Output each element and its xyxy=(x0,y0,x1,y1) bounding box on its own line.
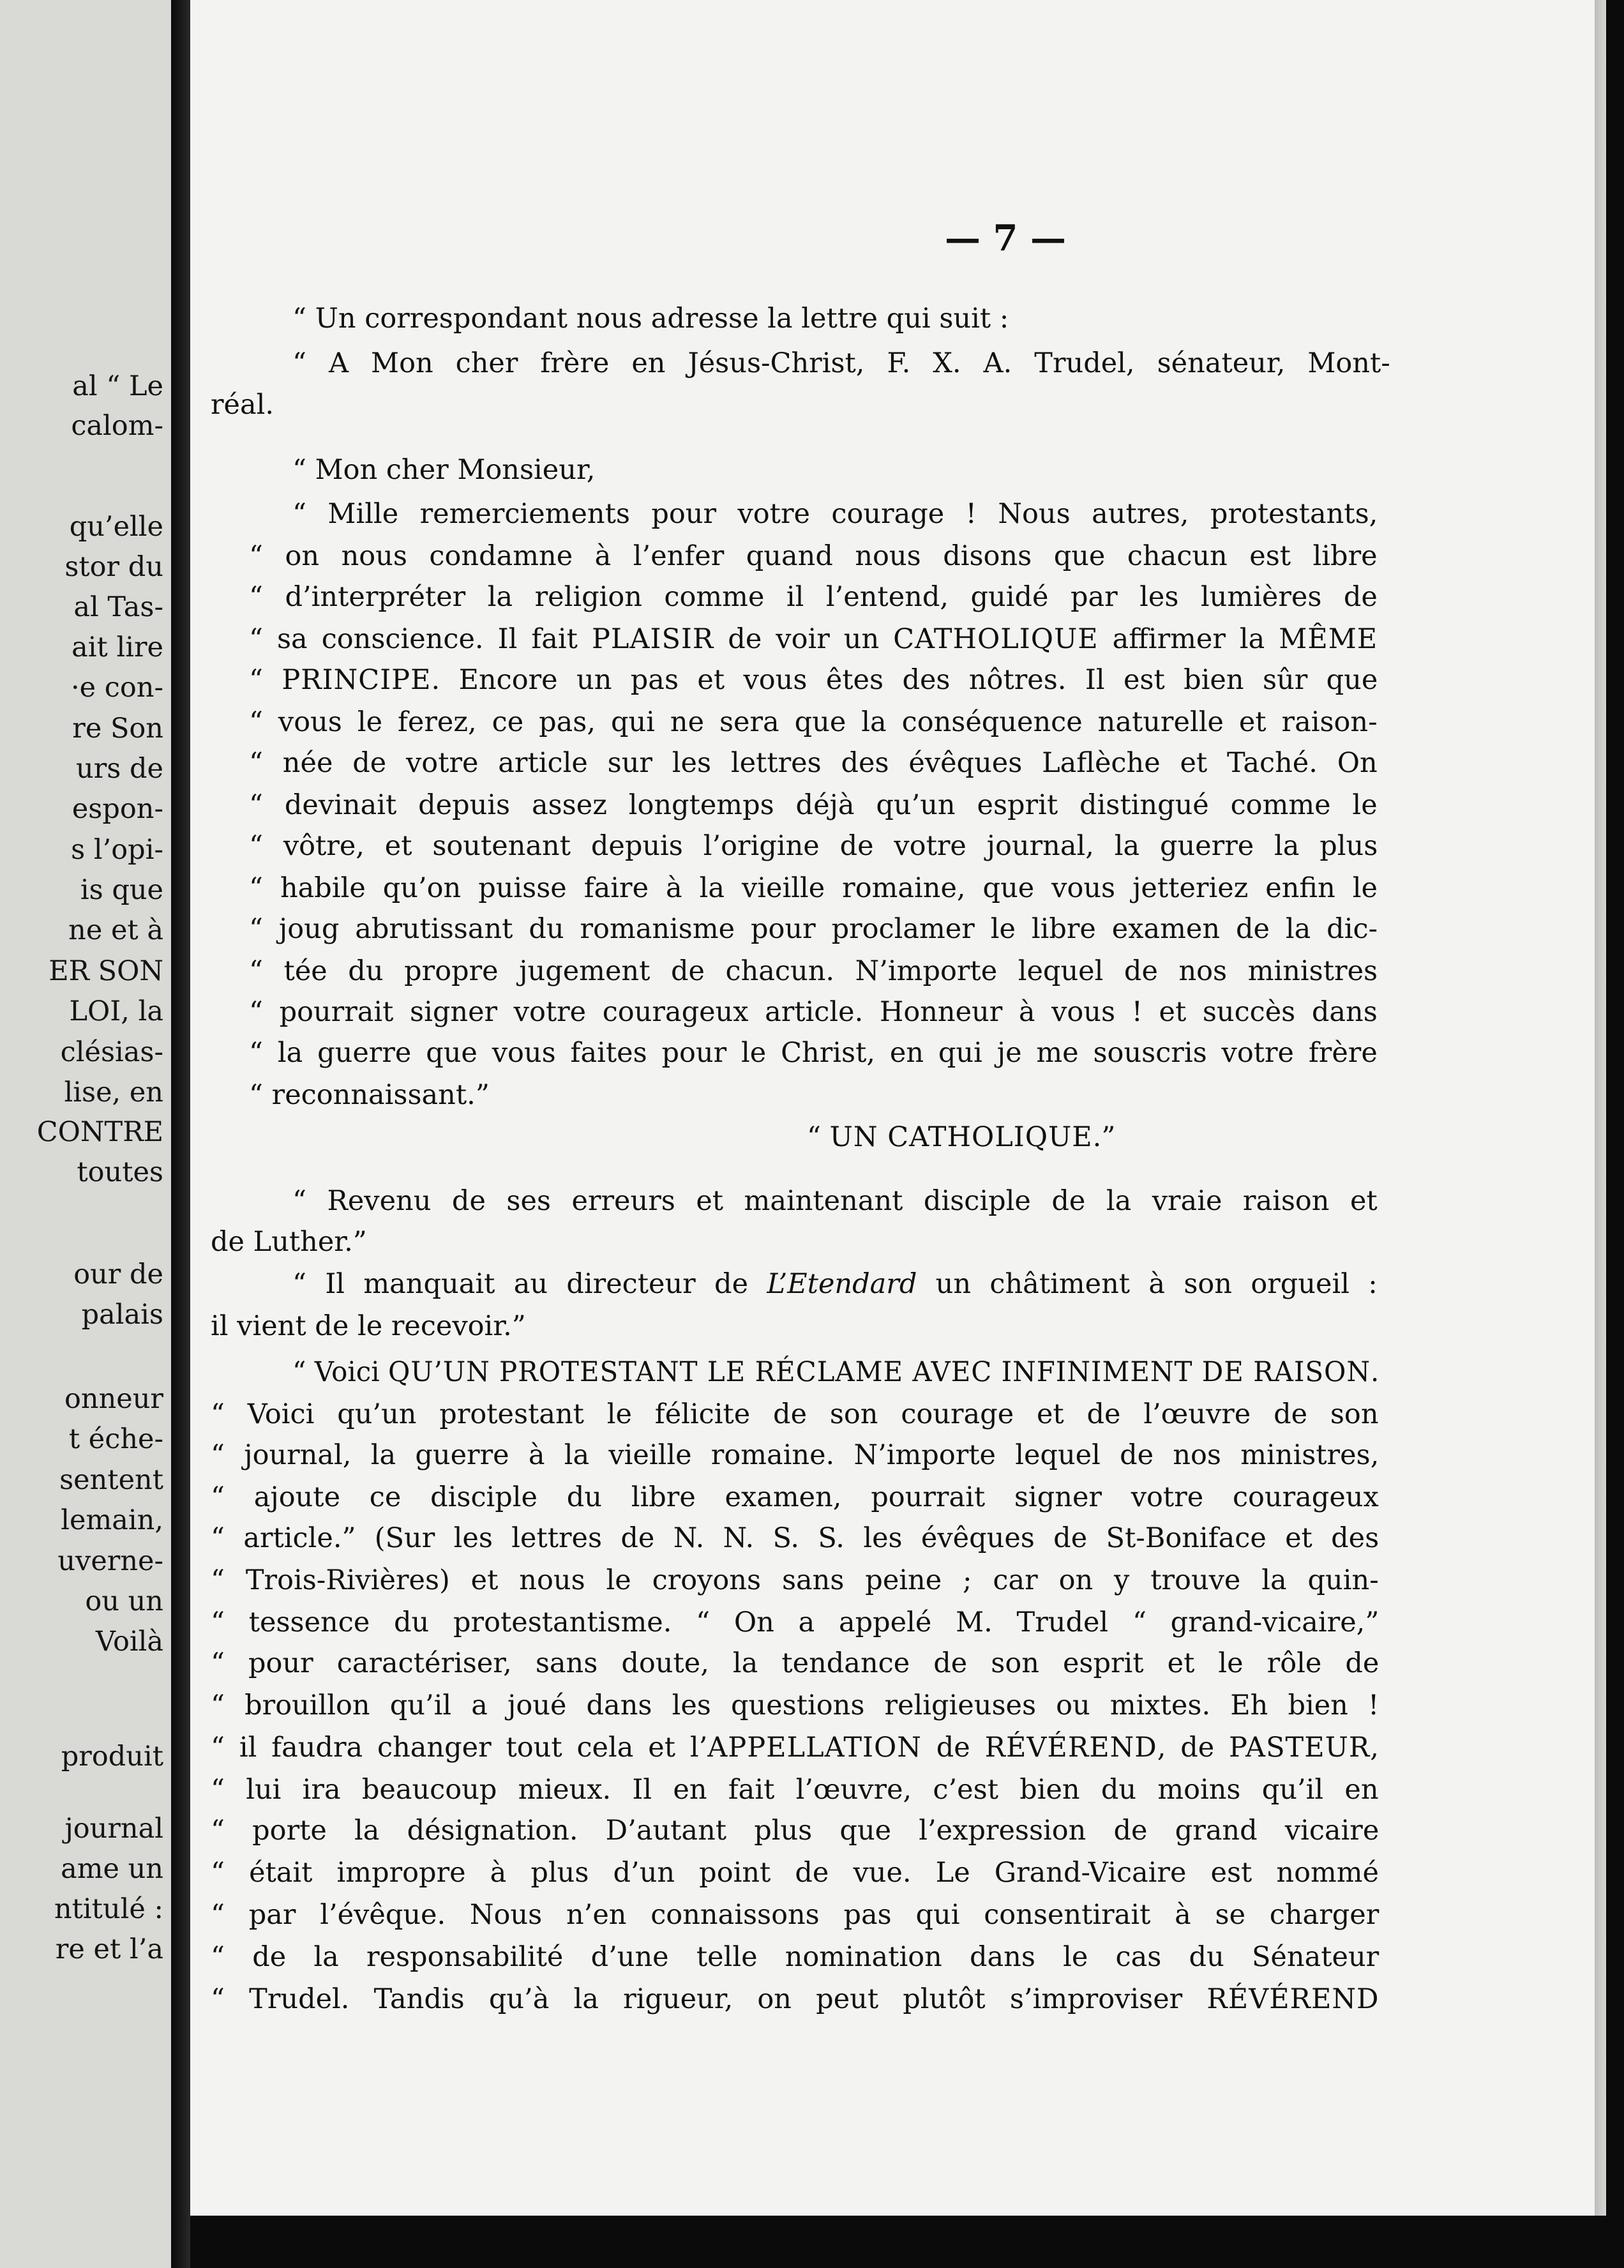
text-line: de Luther.” xyxy=(211,1226,367,1258)
facing-page-line: LOI, la xyxy=(69,995,163,1027)
facing-page-line: espon- xyxy=(71,793,163,825)
text-line: “ brouillon qu’il a joué dans les questions religieuses ou mixtes. Eh bien ! xyxy=(211,1690,1380,1721)
facing-page-line: al “ Le xyxy=(72,370,163,402)
facing-page-line: our de xyxy=(73,1259,163,1290)
facing-page-line: ntitulé : xyxy=(54,1893,163,1925)
text-line: “ tée du propre jugement de chacun. N’importe lequel de nos ministres xyxy=(249,955,1378,987)
text-line: “ Un correspondant nous adresse la lettre qui suit : xyxy=(292,303,1009,335)
facing-page-line: ame un xyxy=(61,1853,163,1885)
text-line: “ vôtre, et soutenant depuis l’origine de votre journal, la guerre la plus xyxy=(249,830,1378,862)
text-line: “ tessence du protestantisme. “ On a appelé M. Trudel “ grand-vicaire,” xyxy=(211,1606,1380,1638)
text-line: “ il faudra changer tout cela et l’APPELLATION de RÉVÉREND, de PASTEUR, xyxy=(211,1732,1379,1764)
text-line: “ Trois-Rivières) et nous le croyons sans peine ; car on y trouve la quin- xyxy=(211,1564,1379,1596)
text-line: “ de la responsabilité d’une telle nomination dans le cas du Sénateur xyxy=(211,1941,1380,1973)
text-line: “ on nous condamne à l’enfer quand nous disons que chacun est libre xyxy=(249,540,1378,572)
facing-page-line: lise, en xyxy=(64,1077,163,1108)
text-line: “ née de votre article sur les lettres des évêques Laflèche et Taché. On xyxy=(249,747,1378,779)
text-line: “ sa conscience. Il fait PLAISIR de voir un CATHOLIQUE affirmer la MÊME xyxy=(249,623,1378,655)
facing-page-line: t éche- xyxy=(68,1423,163,1455)
facing-page-line: produit xyxy=(61,1741,163,1773)
facing-page-line: ·e con- xyxy=(71,672,163,704)
facing-page-line: s l’opi- xyxy=(71,834,163,866)
text-line: “ reconnaissant.” xyxy=(249,1079,490,1111)
page-number: — 7 — xyxy=(945,217,1066,259)
text-line: “ pourrait signer votre courageux article. Honneur à vous ! et succès dans xyxy=(249,996,1378,1028)
facing-page-fragment xyxy=(0,0,171,2268)
facing-page-line: qu’elle xyxy=(69,511,163,543)
text-line: réal. xyxy=(211,389,274,421)
text-line: “ par l’évêque. Nous n’en connaissons pas qui consentirait à se charger xyxy=(211,1899,1380,1931)
facing-page-line: onneur xyxy=(64,1383,163,1415)
text-line: “ d’interpréter la religion comme il l’entend, guidé par les lumières de xyxy=(249,581,1378,613)
facing-page-line: sentent xyxy=(59,1464,163,1496)
text-line: “ Revenu de ses erreurs et maintenant disciple de la vraie raison et xyxy=(292,1185,1378,1217)
facing-page-line: ou un xyxy=(85,1585,163,1617)
text-line: “ joug abrutissant du romanisme pour proclamer le libre examen de la dic- xyxy=(249,913,1378,945)
book-gutter xyxy=(171,0,190,2268)
facing-page-line: urs de xyxy=(76,753,163,785)
text-line: “ habile qu’on puisse faire à la vieille romaine, que vous jetteriez enfin le xyxy=(249,872,1378,904)
text-line: “ article.” (Sur les lettres de N. N. S. S. les évêques de St-Boniface et des xyxy=(211,1522,1380,1554)
facing-page-line: journal xyxy=(64,1813,163,1845)
text-line: “ Mille remerciements pour votre courage ! Nous autres, protestants, xyxy=(292,498,1378,530)
facing-page-line: re et l’a xyxy=(55,1933,163,1965)
facing-page-line: CONTRE xyxy=(36,1116,163,1148)
text-line: “ porte la désignation. D’autant plus que l’expression de grand vicaire xyxy=(211,1815,1380,1847)
text-line: “ lui ira beaucoup mieux. Il en fait l’œuvre, c’est bien du moins qu’il en xyxy=(211,1774,1379,1806)
text-line: “ Voici qu’un protestant le félicite de son courage et de l’œuvre de son xyxy=(211,1398,1379,1430)
text-line: “ Il manquait au directeur de L’Etendard un châtiment à son orgueil : xyxy=(292,1268,1378,1300)
text-line: “ devinait depuis assez longtemps déjà qu’un esprit distingué comme le xyxy=(249,789,1378,821)
facing-page-line: lemain, xyxy=(61,1504,163,1536)
book-page xyxy=(190,0,1605,2235)
facing-page-line: al Tas- xyxy=(73,591,163,623)
facing-page-line: calom- xyxy=(71,410,163,442)
text-line: “ vous le ferez, ce pas, qui ne sera que la conséquence naturelle et raison- xyxy=(249,706,1378,738)
facing-page-line: toutes xyxy=(77,1156,163,1188)
text-line: “ était impropre à plus d’un point de vue. Le Grand-Vicaire est nommé xyxy=(211,1857,1379,1889)
scan-border xyxy=(190,2216,1624,2268)
facing-page-line: is que xyxy=(80,874,163,906)
text-line: “ Mon cher Monsieur, xyxy=(292,454,596,486)
facing-page-line: clésias- xyxy=(60,1036,163,1068)
facing-page-line: stor du xyxy=(64,551,163,583)
letter-signature: “ UN CATHOLIQUE.” xyxy=(807,1121,1116,1153)
text-line: “ Trudel. Tandis qu’à la rigueur, on peut plutôt s’improviser RÉVÉREND xyxy=(211,1983,1380,2015)
facing-page-line: ait lire xyxy=(71,631,163,663)
text-line: “ PRINCIPE. Encore un pas et vous êtes des nôtres. Il est bien sûr que xyxy=(249,664,1378,696)
facing-page-line: ER SON xyxy=(49,955,163,987)
text-line: “ ajoute ce disciple du libre examen, pourrait signer votre courageux xyxy=(211,1481,1379,1513)
text-line: “ la guerre que vous faites pour le Christ, en qui je me souscris votre frère xyxy=(249,1037,1378,1069)
text-line: “ Voici QU’UN PROTESTANT LE RÉCLAME AVEC INFINIMENT DE RAISON. xyxy=(292,1356,1380,1388)
text-line: “ journal, la guerre à la vieille romaine. N’importe lequel de nos ministres, xyxy=(211,1439,1380,1471)
text-line: il vient de le recevoir.” xyxy=(211,1310,526,1342)
page-edge xyxy=(1595,0,1606,2235)
facing-page-line: Voilà xyxy=(95,1626,163,1658)
facing-page-line: ne et à xyxy=(68,914,163,946)
facing-page-line: palais xyxy=(81,1299,163,1331)
text-line: “ A Mon cher frère en Jésus-Christ, F. X. A. Trudel, sénateur, Mont- xyxy=(292,347,1390,379)
facing-page-line: re Son xyxy=(72,713,163,745)
facing-page-line: uverne- xyxy=(57,1545,163,1577)
text-line: “ pour caractériser, sans doute, la tendance de son esprit et le rôle de xyxy=(211,1647,1380,1679)
